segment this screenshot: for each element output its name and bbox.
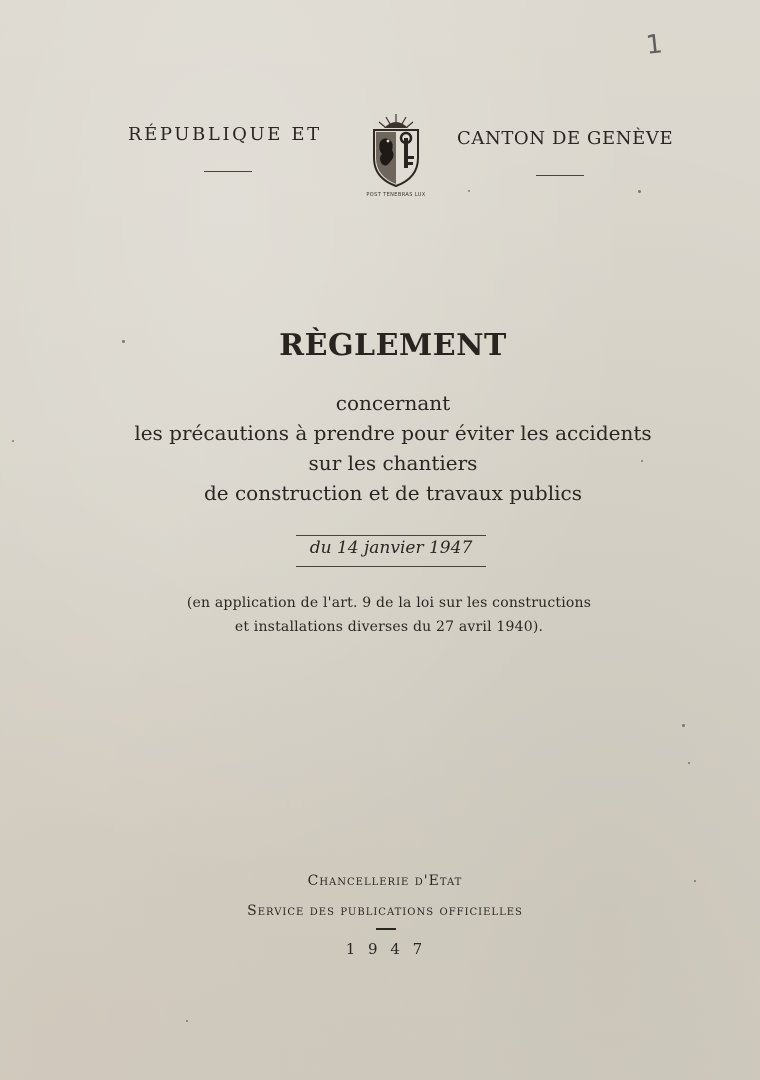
date-rule-top xyxy=(296,535,486,536)
subtitle-line: sur les chantiers xyxy=(308,451,478,475)
paper-speck xyxy=(688,762,690,764)
subtitle-line: concernant xyxy=(335,391,451,415)
publisher-chancellerie: Chancellerie d'Etat xyxy=(307,873,463,889)
paper-speck xyxy=(682,724,685,727)
application-note xyxy=(0,591,760,639)
document-title: RÈGLEMENT xyxy=(279,328,507,363)
paper-speck xyxy=(186,1020,188,1022)
publisher-block xyxy=(0,866,760,926)
publication-year: 1 9 4 7 xyxy=(345,940,427,958)
document-subtitle xyxy=(0,388,760,508)
document-date: du 14 janvier 1947 xyxy=(309,538,473,558)
geneva-coat-of-arms-icon xyxy=(368,112,424,190)
paper-speck xyxy=(122,340,125,343)
publisher-rule xyxy=(376,928,396,930)
paper-speck xyxy=(12,440,14,442)
header-rule-right xyxy=(536,175,584,176)
paper-speck xyxy=(641,460,643,462)
pencil-annotation: 1 xyxy=(644,29,665,61)
paper-speck xyxy=(694,880,696,882)
date-rule-bottom xyxy=(296,566,486,567)
header-republique: RÉPUBLIQUE ET xyxy=(128,124,322,145)
publisher-service: Service des publications officielles xyxy=(247,903,523,919)
subtitle-line: les précautions à prendre pour éviter les accidents xyxy=(134,421,652,445)
subtitle-line: de construction et de travaux publics xyxy=(203,481,582,505)
header-canton: CANTON DE GENÈVE xyxy=(457,128,674,149)
paper-speck xyxy=(638,190,641,193)
header-rule-left xyxy=(204,171,252,172)
paper-speck xyxy=(468,190,470,192)
motto-post-tenebras-lux: POST TENEBRAS LUX xyxy=(366,192,426,198)
application-note-line: (en application de l'art. 9 de la loi sur les constructions xyxy=(186,595,592,611)
application-note-line: et installations diverses du 27 avril 1940). xyxy=(234,619,544,635)
